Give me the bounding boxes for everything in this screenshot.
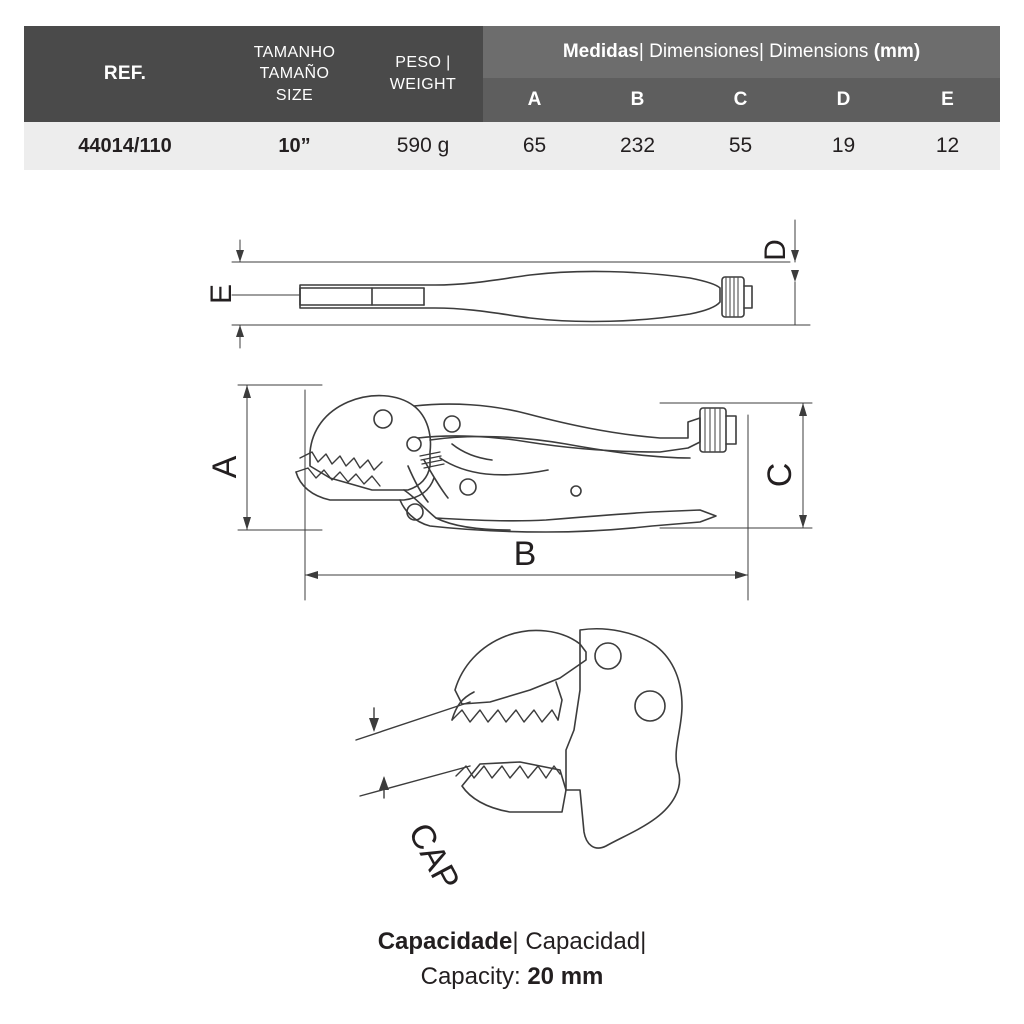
label-a: A xyxy=(206,455,244,479)
knurl-lines-main-view xyxy=(705,409,720,451)
label-cap: CAP xyxy=(400,817,467,897)
header-dim-c: C xyxy=(689,78,792,122)
header-dim-sep-2: | xyxy=(758,41,764,62)
header-size xyxy=(226,26,363,122)
detail-hole-1 xyxy=(595,643,621,669)
dim-arrow-d xyxy=(791,220,799,325)
header-weight-pt: PESO | xyxy=(395,54,451,72)
cell-dim-a: 65 xyxy=(483,122,586,170)
top-view-extension-lines xyxy=(232,262,810,325)
technical-drawing xyxy=(0,190,1024,950)
rivet-hole-4 xyxy=(460,479,476,495)
rivet-hole-3 xyxy=(407,437,421,451)
cell-weight: 590 g xyxy=(363,122,483,170)
header-dimensions-pt: Medidas xyxy=(562,41,639,62)
capacity-label-en: Capacity: xyxy=(420,962,521,990)
capacity-line-2 xyxy=(0,960,1024,995)
label-e: E xyxy=(205,283,238,305)
cell-dim-b: 232 xyxy=(586,122,689,170)
top-view-group xyxy=(232,220,810,348)
header-weight xyxy=(363,26,483,122)
cell-ref: 44014/110 xyxy=(24,122,226,170)
header-dimensions-group xyxy=(483,26,1000,78)
rivet-hole-1 xyxy=(374,410,392,428)
label-b: B xyxy=(513,535,537,573)
capacity-detail-group xyxy=(356,629,682,848)
header-dimensions-unit: (mm) xyxy=(873,41,921,62)
header-dimensions-es: Dimensiones xyxy=(649,41,759,62)
dim-arrow-c xyxy=(799,403,807,528)
capacity-sep-1: | xyxy=(512,928,519,955)
adjusting-screw xyxy=(700,408,726,452)
cell-size: 10” xyxy=(226,122,363,170)
knurl-lines-top-view xyxy=(726,278,738,316)
header-ref: REF. xyxy=(24,26,226,122)
table-header-row-1 xyxy=(24,26,1000,78)
label-c: C xyxy=(761,462,799,488)
header-size-en: SIZE xyxy=(275,86,314,104)
rivet-hole-6 xyxy=(571,486,581,496)
capacity-label-es: Capacidad xyxy=(525,928,641,955)
cell-dim-d: 19 xyxy=(792,122,895,170)
header-size-pt: TAMANHO xyxy=(253,43,336,61)
rivet-hole-2 xyxy=(444,416,460,432)
table-row xyxy=(24,122,1000,170)
specifications-table xyxy=(24,26,1000,170)
dim-arrow-a xyxy=(243,385,251,530)
detail-hole-2 xyxy=(635,691,665,721)
header-dim-e: E xyxy=(895,78,1000,122)
capacity-caption xyxy=(0,925,1024,995)
capacity-value: 20 mm xyxy=(527,962,604,990)
capacity-line-1 xyxy=(0,925,1024,960)
header-weight-en: WEIGHT xyxy=(389,76,457,93)
header-dim-b: B xyxy=(586,78,689,122)
spring-detail xyxy=(420,452,444,468)
label-d: D xyxy=(759,239,792,261)
header-size-es: TAMAÑO xyxy=(259,65,330,83)
header-dim-sep-1: | xyxy=(638,41,644,62)
header-dim-a: A xyxy=(483,78,586,122)
header-dim-d: D xyxy=(792,78,895,122)
header-dimensions-en: Dimensions xyxy=(769,41,869,62)
capacity-sep-2: | xyxy=(640,928,647,955)
capacity-label-pt: Capacidade xyxy=(377,928,513,955)
cell-dim-e: 12 xyxy=(895,122,1000,170)
cell-dim-c: 55 xyxy=(689,122,792,170)
rivet-hole-5 xyxy=(407,504,423,520)
drawing-svg xyxy=(0,190,1024,950)
